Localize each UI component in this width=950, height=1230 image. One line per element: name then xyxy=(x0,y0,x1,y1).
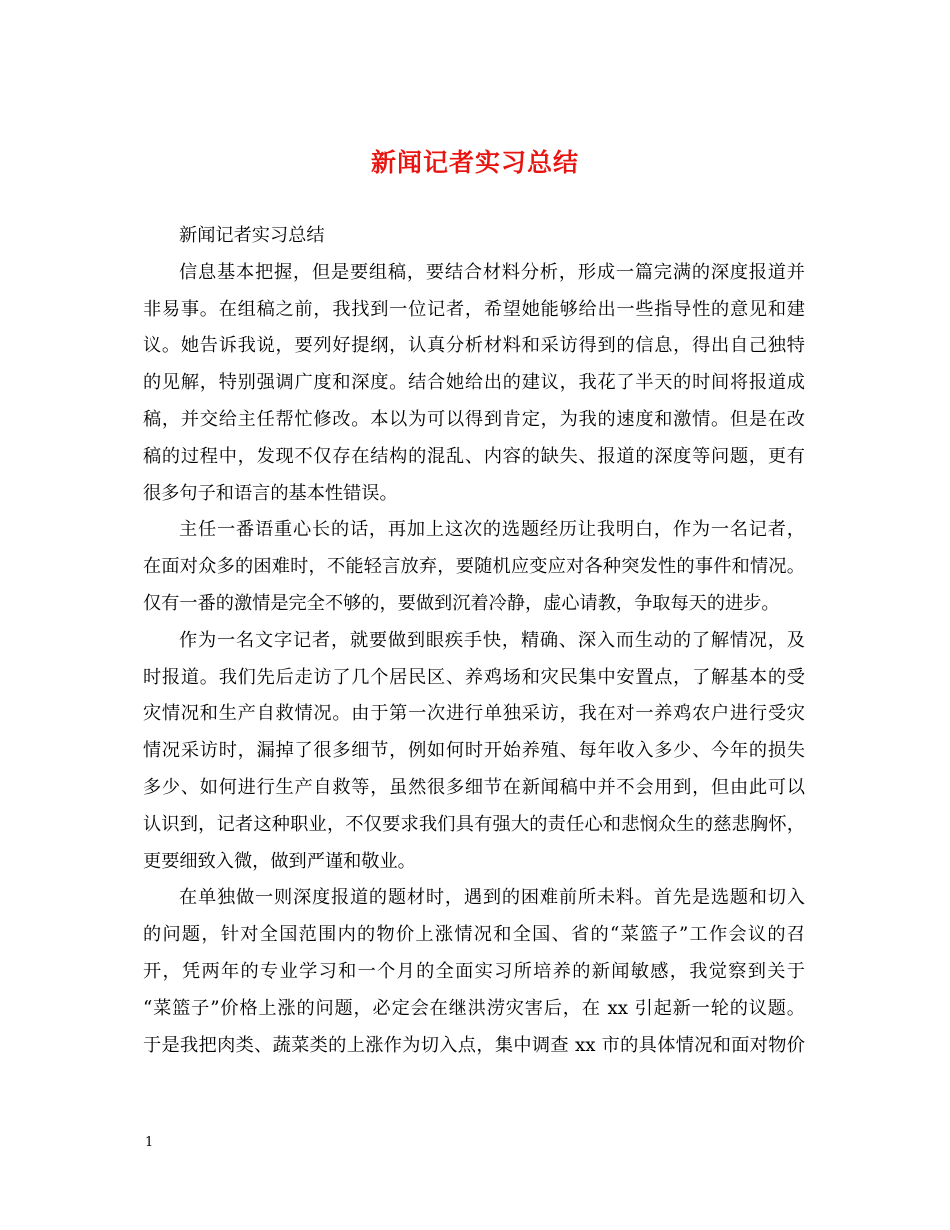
paragraph-line: 稿的过程中，发现不仅存在结构的混乱、内容的缺失、报道的深度等问题，更有 xyxy=(143,445,805,467)
paragraph-2 xyxy=(143,512,805,622)
paragraph-4 xyxy=(143,880,805,1064)
paragraph-line: 在单独做一则深度报道的题材时，遇到的困难前所未料。首先是选题和切入 xyxy=(179,887,805,909)
paragraph-line: 于是我把肉类、蔬菜类的上涨作为切入点，集中调查 xx 市的具体情况和面对物价 xyxy=(143,1034,805,1056)
paragraph-line: 更要细致入微，做到严谨和敬业。 xyxy=(143,850,416,872)
paragraph-line: 非易事。在组稿之前，我找到一位记者，希望她能够给出一些指导性的意见和建 xyxy=(143,298,805,320)
paragraph-line: 的问题，针对全国范围内的物价上涨情况和全国、省的“菜篮子”工作会议的召 xyxy=(143,924,805,946)
paragraph-line: 稿，并交给主任帮忙修改。本以为可以得到肯定，为我的速度和激情。但是在改 xyxy=(143,408,805,430)
paragraph-line: 仅有一番的激情是完全不够的，要做到沉着冷静，虚心请教，争取每天的进步。 xyxy=(143,592,780,614)
paragraph-line: 的见解，特别强调广度和深度。结合她给出的建议，我花了半天的时间将报道成 xyxy=(143,372,805,394)
paragraph-line: 主任一番语重心长的话，再加上这次的选题经历让我明白，作为一名记者， xyxy=(179,519,805,541)
paragraph-line: 灾情况和生产自救情况。由于第一次进行单独采访，我在对一养鸡农户进行受灾 xyxy=(143,703,805,725)
paragraph-line: 开，凭两年的专业学习和一个月的全面实习所培养的新闻敏感，我觉察到关于 xyxy=(143,960,805,982)
document-title: 新闻记者实习总结 xyxy=(370,148,579,177)
paragraph-line: 作为一名文字记者，就要做到眼疾手快，精确、深入而生动的了解情况，及 xyxy=(179,629,805,651)
paragraph-line: 时报道。我们先后走访了几个居民区、养鸡场和灾民集中安置点，了解基本的受 xyxy=(143,666,805,688)
body-heading: 新闻记者实习总结 xyxy=(179,225,325,246)
paragraph-line: 多少、如何进行生产自救等，虽然很多细节在新闻稿中并不会用到，但由此可以 xyxy=(143,776,805,798)
paragraph-3 xyxy=(143,623,805,881)
page-number: 1 xyxy=(145,1135,154,1150)
paragraph-line: 议。她告诉我说，要列好提纲，认真分析材料和采访得到的信息，得出自己独特 xyxy=(143,335,805,357)
paragraph-line: 情况采访时，漏掉了很多细节，例如何时开始养殖、每年收入多少、今年的损失 xyxy=(143,740,805,762)
paragraph-line: 信息基本把握，但是要组稿，要结合材料分析，形成一篇完满的深度报道并 xyxy=(179,261,805,283)
paragraph-line: 很多句子和语言的基本性错误。 xyxy=(143,482,398,504)
paragraph-line: “菜篮子”价格上涨的问题，必定会在继洪涝灾害后，在 xx 引起新一轮的议题。 xyxy=(143,997,805,1019)
paragraph-1 xyxy=(143,255,805,513)
paragraph-line: 认识到，记者这种职业，不仅要求我们具有强大的责任心和悲悯众生的慈悲胸怀， xyxy=(143,813,805,835)
paragraph-line: 在面对众多的困难时，不能轻言放弃，要随机应变应对各种突发性的事件和情况。 xyxy=(143,556,805,578)
document-body xyxy=(143,218,805,1064)
